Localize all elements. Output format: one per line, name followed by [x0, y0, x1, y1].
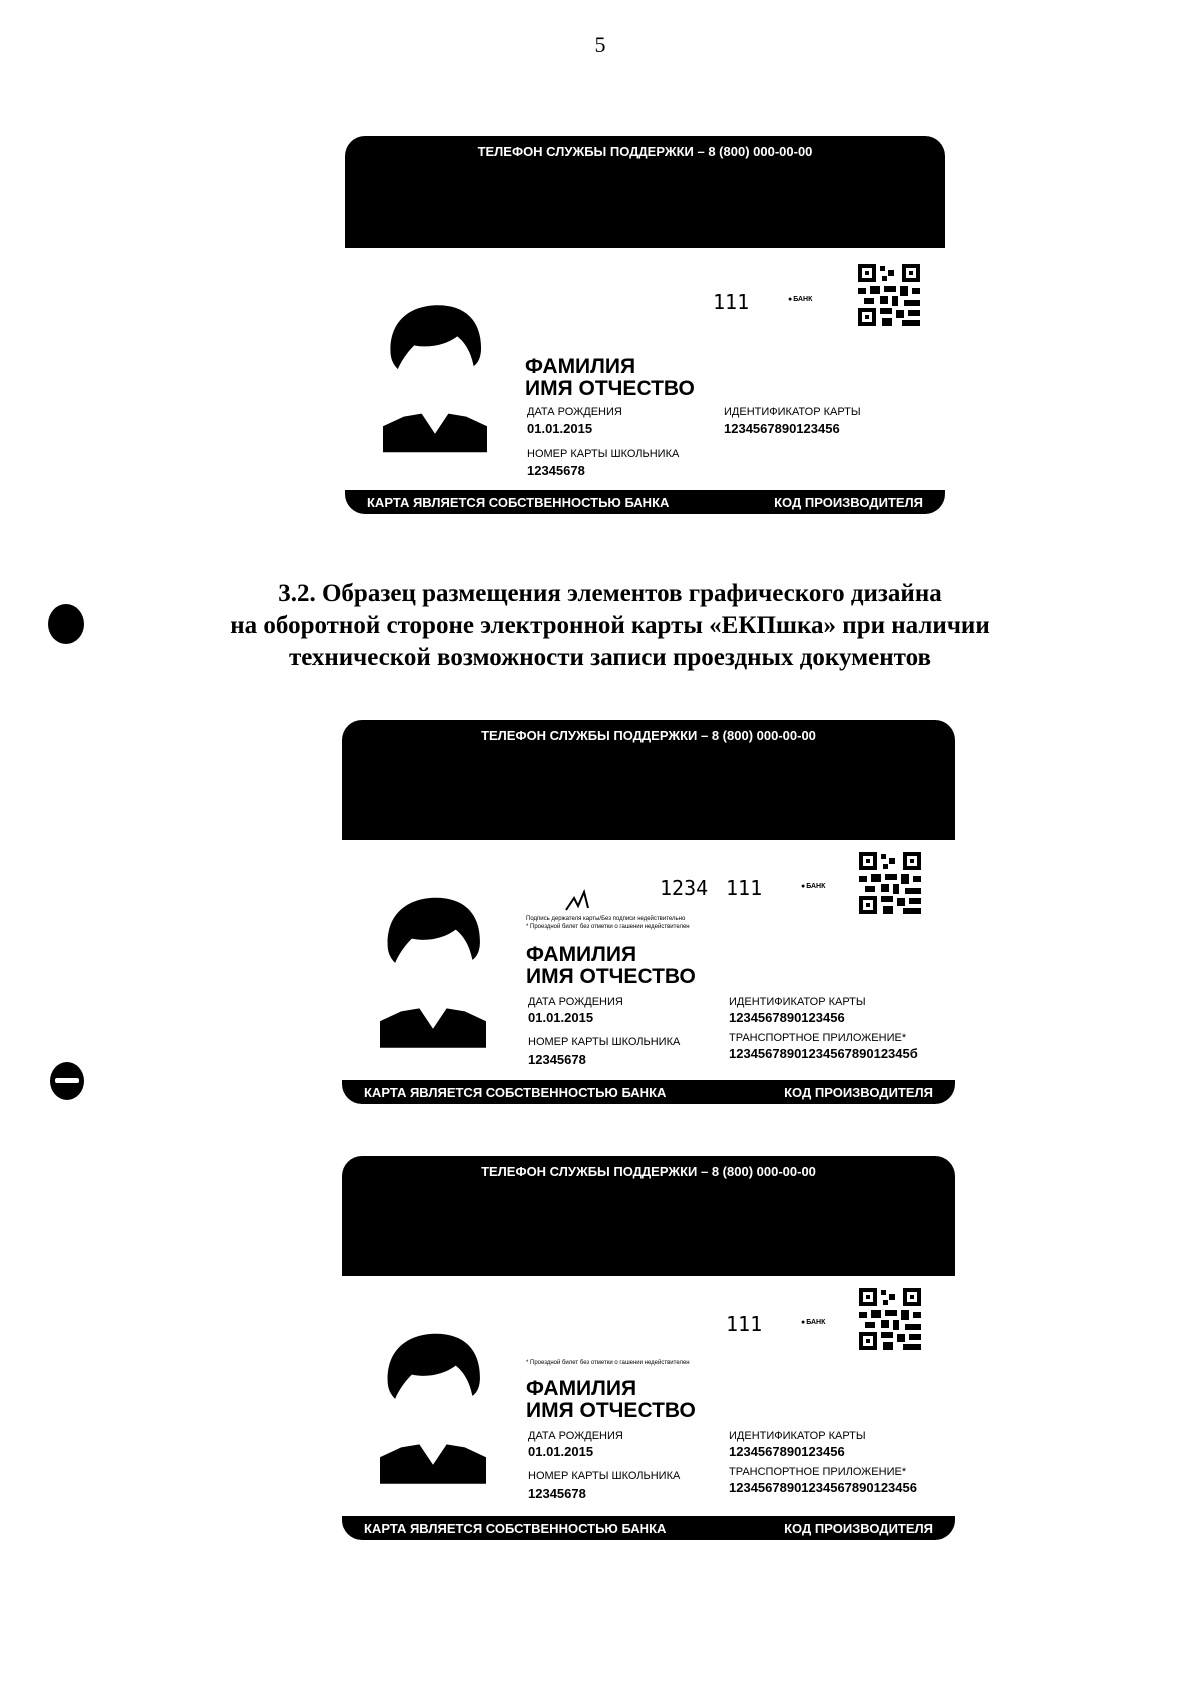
ticket-note: * Проездной билет без отметки о гашении недействителен	[526, 1360, 690, 1366]
handwritten-code: 111	[726, 1312, 763, 1336]
bank-logo: ● БАНК	[801, 1319, 825, 1326]
dob-label: ДАТА РОЖДЕНИЯ	[528, 1430, 623, 1442]
card-id-value: 1234567890123456	[729, 1010, 845, 1025]
holder-name: ИМЯ ОТЧЕСТВО	[525, 377, 695, 400]
card-sample-without-signature	[342, 1156, 955, 1540]
support-phone: ТЕЛЕФОН СЛУЖБЫ ПОДДЕРЖКИ – 8 (800) 000-00-00	[481, 728, 816, 743]
dob-value: 01.01.2015	[528, 1444, 594, 1459]
card-id-value: 1234567890123456	[729, 1444, 845, 1459]
dob-label: ДАТА РОЖДЕНИЯ	[528, 996, 623, 1008]
student-card-label: НОМЕР КАРТЫ ШКОЛЬНИКА	[528, 1036, 681, 1048]
manufacturer-code-text: КОД ПРОИЗВОДИТЕЛЯ	[774, 495, 923, 510]
portrait-silhouette-icon	[380, 1306, 486, 1510]
student-card-label: НОМЕР КАРТЫ ШКОЛЬНИКА	[527, 448, 680, 460]
manufacturer-code-text: КОД ПРОИЗВОДИТЕЛЯ	[784, 1085, 933, 1100]
transport-app-label: ТРАНСПОРТНОЕ ПРИЛОЖЕНИЕ*	[729, 1466, 907, 1478]
ticket-note: * Проездной билет без отметки о гашении недействителен	[526, 924, 690, 930]
card-footer	[342, 1516, 955, 1540]
student-card-label: НОМЕР КАРТЫ ШКОЛЬНИКА	[528, 1470, 681, 1482]
bank-ownership-text: КАРТА ЯВЛЯЕТСЯ СОБСТВЕННОСТЬЮ БАНКА	[364, 1521, 667, 1536]
section-title-line: на оборотной стороне электронной карты «ЕКПшка» при наличии	[230, 612, 990, 639]
student-card-value: 12345678	[528, 1052, 586, 1067]
card-id-label: ИДЕНТИФИКАТОР КАРТЫ	[729, 1430, 866, 1442]
bank-logo: ● БАНК	[801, 883, 825, 890]
holder-surname: ФАМИЛИЯ	[525, 355, 636, 378]
qr-code-icon	[859, 1288, 921, 1350]
card-footer	[342, 1080, 955, 1104]
card-magnetic-stripe	[342, 720, 955, 840]
card-id-label: ИДЕНТИФИКАТОР КАРТЫ	[724, 406, 861, 418]
punch-hole	[50, 1062, 84, 1100]
holder-name: ИМЯ ОТЧЕСТВО	[526, 1399, 696, 1422]
handwritten-code: 1234	[660, 876, 709, 900]
signature-scribble-icon	[564, 880, 594, 920]
bank-ownership-text: КАРТА ЯВЛЯЕТСЯ СОБСТВЕННОСТЬЮ БАНКА	[364, 1085, 667, 1100]
qr-code-icon	[859, 852, 921, 914]
signature-note: Подпись держателя карты/Без подписи недействительно	[526, 916, 686, 922]
holder-name: ИМЯ ОТЧЕСТВО	[526, 965, 696, 988]
card-id-value: 1234567890123456	[724, 421, 840, 436]
manufacturer-code-text: КОД ПРОИЗВОДИТЕЛЯ	[784, 1521, 933, 1536]
dob-value: 01.01.2015	[527, 421, 593, 436]
support-phone: ТЕЛЕФОН СЛУЖБЫ ПОДДЕРЖКИ – 8 (800) 000-00-00	[481, 1164, 816, 1179]
portrait-silhouette-icon	[380, 870, 486, 1074]
card-sample-basic	[345, 136, 945, 514]
card-magnetic-stripe	[342, 1156, 955, 1276]
bank-logo: ● БАНК	[788, 296, 812, 303]
transport-app-label: ТРАНСПОРТНОЕ ПРИЛОЖЕНИЕ*	[729, 1032, 907, 1044]
transport-app-value: 12345678901234567890123456	[729, 1480, 917, 1495]
transport-app-value: 1234567890123456789012345б	[729, 1046, 918, 1061]
bank-ownership-text: КАРТА ЯВЛЯЕТСЯ СОБСТВЕННОСТЬЮ БАНКА	[367, 495, 670, 510]
section-title	[150, 578, 1070, 674]
dob-label: ДАТА РОЖДЕНИЯ	[527, 406, 622, 418]
handwritten-code: 111	[713, 290, 750, 314]
card-footer	[345, 490, 945, 514]
student-card-value: 12345678	[527, 463, 585, 478]
section-title-line: технической возможности записи проездных документов	[289, 644, 931, 671]
portrait-silhouette-icon	[383, 278, 487, 478]
student-card-value: 12345678	[528, 1486, 586, 1501]
page-number: 5	[594, 32, 606, 57]
qr-code-icon	[858, 264, 920, 326]
punch-hole	[48, 604, 84, 644]
handwritten-code: 111	[726, 876, 763, 900]
card-sample-with-signature	[342, 720, 955, 1104]
holder-surname: ФАМИЛИЯ	[526, 943, 637, 966]
card-id-label: ИДЕНТИФИКАТОР КАРТЫ	[729, 996, 866, 1008]
section-title-line: 3.2. Образец размещения элементов графического дизайна	[278, 580, 942, 607]
holder-surname: ФАМИЛИЯ	[526, 1377, 637, 1400]
card-magnetic-stripe	[345, 136, 945, 248]
dob-value: 01.01.2015	[528, 1010, 594, 1025]
support-phone: ТЕЛЕФОН СЛУЖБЫ ПОДДЕРЖКИ – 8 (800) 000-00-00	[477, 144, 813, 159]
